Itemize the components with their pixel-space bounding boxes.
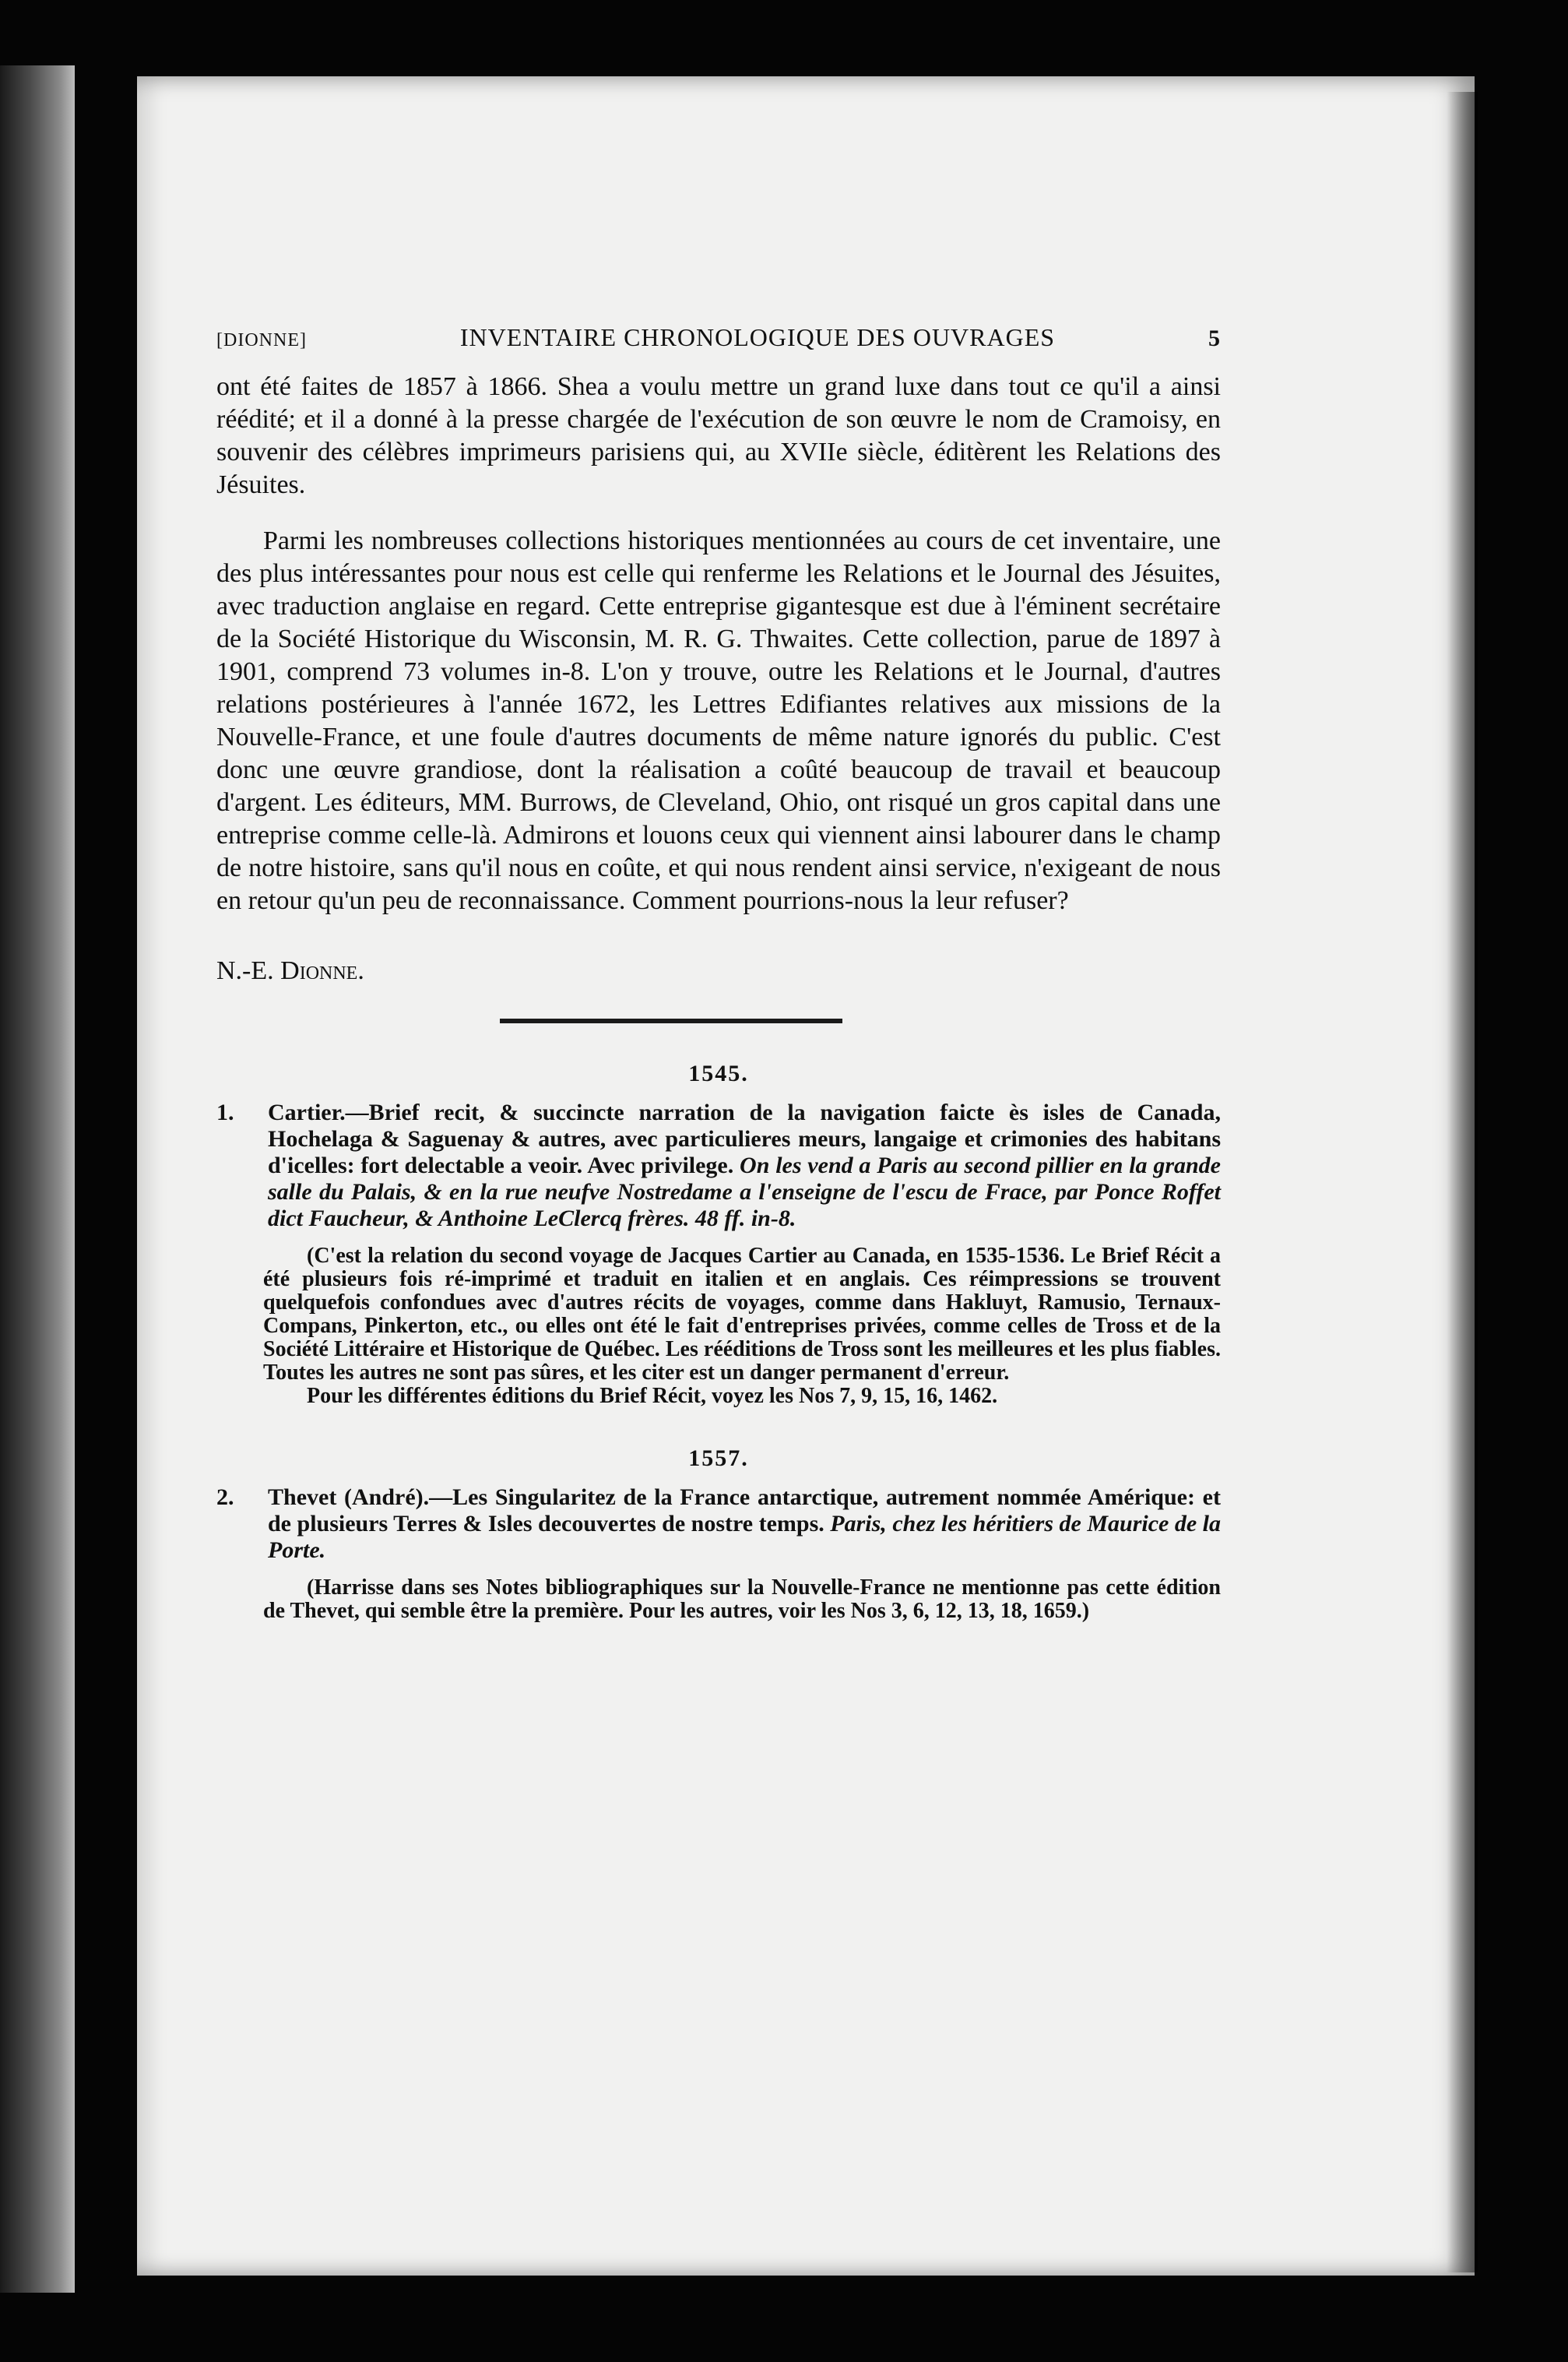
bibliography-entry-2 — [216, 1484, 1221, 1564]
signature: N.-E. Dionne. — [216, 956, 364, 985]
note-paragraph: Pour les différentes éditions du Brief Récit, voyez les Nos 7, 9, 15, 16, 1462. — [307, 1384, 998, 1408]
entry-number: 2. — [216, 1484, 234, 1510]
entry-note-2 — [263, 1576, 1221, 1623]
section-divider — [500, 1019, 842, 1023]
facing-page-edge — [0, 65, 75, 2293]
running-header — [216, 321, 1221, 357]
entry-publisher: On les vend a Paris au second pillier en la grande salle du Palais, & en la rue neufve Nostredame a l'enseigne de l'escu de Frace, par Ponce Roffet dict Faucheur, & Anthoine LeClercq frères. 48 ff. in-8. — [268, 1153, 1222, 1231]
intro-paragraph-2: Parmi les nombreuses collections historiques mentionnées au cours de cet inventaire, une des plus intéressantes pour nous est celle qui renferme les Relations et le Journal des Jésuites, avec traduction anglaise en regard. Cette entreprise gigantesque est due à l'éminent secrétaire de la Société Historique du Wisconsin, M. R. G. Thwaites. Cette collection, parue de 1897 à 1901, comprend 73 volumes in-8. L'on y trouve, outre les Relations et le Journal, d'autres relations postérieures à l'année 1672, les Lettres Edifiantes relatives aux missions de la Nouvelle-France, et une foule d'autres documents de même nature ignorés du public. C'est donc une œuvre grandiose, dont la réalisation a coûté beaucoup de travail et beaucoup d'argent. Les éditeurs, MM. Burrows, de Cleveland, Ohio, ont risqué un gros capital dans une entreprise comme celle-là. Admirons et louons ceux qui viennent ainsi labourer dans le champ de notre histoire, sans qu'il nous en coûte, et qui nous rendent ainsi service, n'exigeant de nous en retour qu'un peu de reconnaissance. Comment pourrions-nous la leur refuser? — [216, 526, 1221, 915]
page-number: 5 — [1208, 326, 1221, 351]
entry-text — [268, 1484, 1221, 1564]
page-shadow-edge — [1447, 92, 1478, 2272]
entry-title: Cartier.—Brief recit, & succincte narration de la navigation faicte ès isles de Canada, Hochelaga & Saguenay & autres, avec particulieres meurs, langaige et crimonies des habitans d'icelles: fort delectable a veoir. Avec privilege. — [268, 1100, 1221, 1178]
note-paragraph: (Harrisse dans ses Notes bibliographiques sur la Nouvelle-France ne mentionne pas cette édition de Thevet, qui semble être la première. Pour les autres, voir les Nos 3, 6, 12, 13, 18, 1659.) — [263, 1575, 1221, 1623]
entry-title: Thevet (André).—Les Singularitez de la France antarctique, autrement nommée Amérique: et de plusieurs Terres & Isles decouvertes de nostre temps. — [268, 1484, 1221, 1537]
year-heading-1557: 1557. — [688, 1445, 749, 1471]
entry-number: 1. — [216, 1100, 234, 1125]
bibliography-entry-1 — [216, 1100, 1221, 1232]
page-content — [216, 321, 1221, 1623]
intro-paragraph-1: ont été faites de 1857 à 1866. Shea a voulu mettre un grand luxe dans tout ce qu'il a ainsi réédité; et il a donné à la presse chargée de l'exécution de son œuvre le nom de Cramoisy, en souvenir des célèbres imprimeurs parisiens qui, au XVIIe siècle, éditèrent les Relations des Jésuites. — [216, 372, 1221, 499]
entry-publisher: Paris, chez les héritiers de Maurice de la Porte. — [268, 1511, 1222, 1563]
year-heading-1545: 1545. — [688, 1061, 749, 1086]
header-author: [DIONNE] — [216, 330, 307, 350]
note-paragraph: (C'est la relation du second voyage de Jacques Cartier au Canada, en 1535-1536. Le Brief Récit a été plusieurs fois ré-imprimé et traduit en italien et en anglais. Ces réimpressions se trouvent quelquefois confondues avec d'autres récits de voyages, comme dans Hakluyt, Ramusio, Ternaux-Compans, Pinkerton, etc., ou elles ont été le fait d'entreprises privées, comme celles de Tross et de la Société Littéraire et Historique de Québec. Les rééditions de Tross sont les meilleures et les plus fiables. Toutes les autres ne sont pas sûres, et les citer est un danger permanent d'erreur. — [263, 1244, 1221, 1385]
entry-text — [268, 1100, 1221, 1232]
book-page — [137, 76, 1475, 2276]
header-title: INVENTAIRE CHRONOLOGIQUE DES OUVRAGES — [459, 323, 1056, 351]
entry-note-1 — [263, 1244, 1221, 1408]
